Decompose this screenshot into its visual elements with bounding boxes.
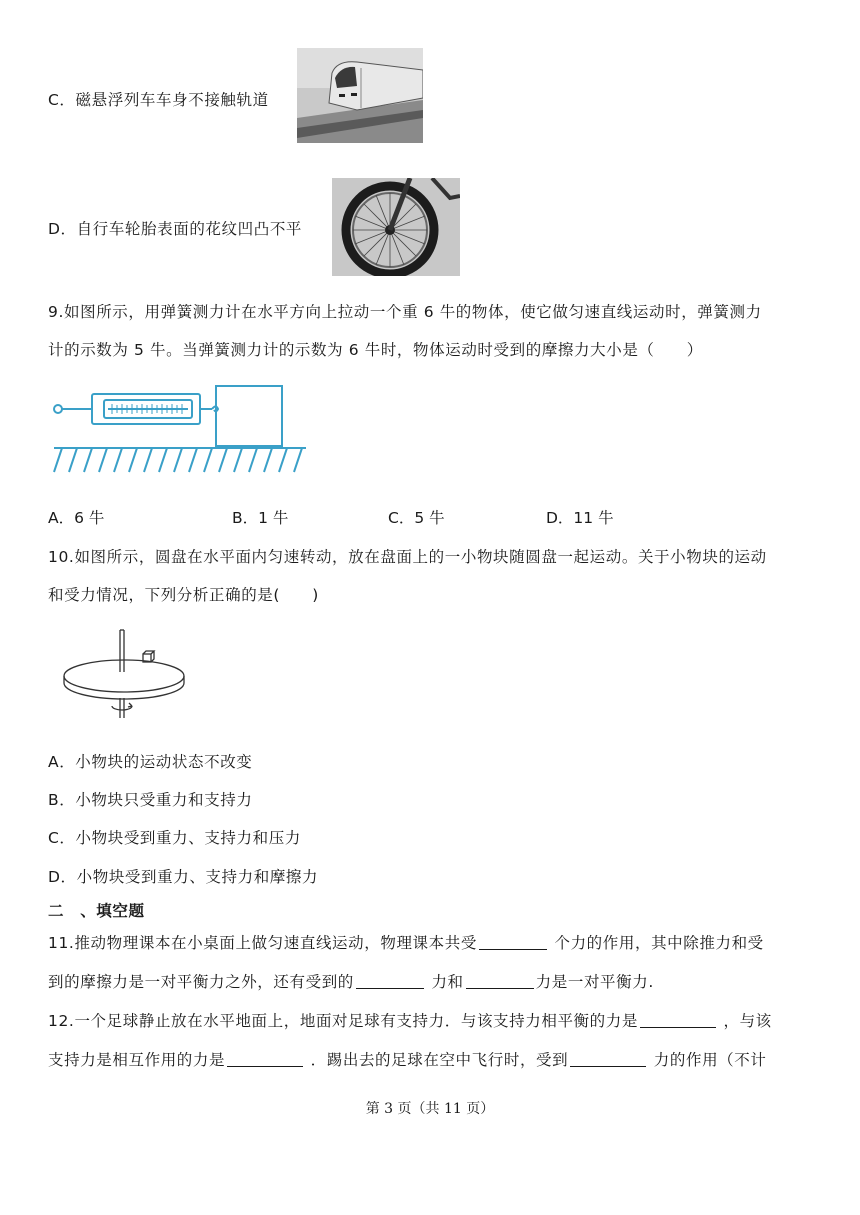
q10-option-b: B．小物块只受重力和支持力 (48, 791, 253, 809)
q10-option-c: C．小物块受到重力、支持力和压力 (48, 829, 301, 847)
rotating-disk-diagram (60, 626, 200, 722)
q9-option-b: B．1 牛 (232, 509, 289, 527)
q12-line1 (48, 1009, 772, 1031)
bicycle-wheel-image (332, 178, 460, 276)
q11-blank-2[interactable] (356, 973, 424, 990)
q10-stem-line2: 和受力情况，下列分析正确的是( ) (48, 586, 319, 604)
q12-line2 (48, 1048, 766, 1070)
q12-text-2: ，与该 (723, 1012, 772, 1030)
q9-stem-line2: 计的示数为 5 牛。当弹簧测力计的示数为 6 牛时，物体运动时受到的摩擦力大小是（ ） (48, 341, 703, 359)
q11-text-2: 个力的作用，其中除推力和受 (554, 934, 764, 952)
q12-blank-3[interactable] (570, 1051, 646, 1068)
q8-option-c: C．磁悬浮列车车身不接触轨道 (48, 91, 269, 109)
q11-text-4: 力和 (431, 973, 464, 991)
q9-option-a: A．6 牛 (48, 509, 105, 527)
q8-option-d: D．自行车轮胎表面的花纹凹凸不平 (48, 220, 303, 238)
maglev-train-image (297, 48, 423, 143)
q12-text-1: 12.一个足球静止放在水平地面上，地面对足球有支持力．与该支持力相平衡的力是 (48, 1012, 638, 1030)
q10-stem-line1: 10.如图所示，圆盘在水平面内匀速转动，放在盘面上的一小物块随圆盘一起运动。关于小物块的运动 (48, 548, 767, 566)
q12-text-4: ．踢出去的足球在空中飞行时，受到 (310, 1051, 569, 1069)
q9-option-c: C．5 牛 (388, 509, 445, 527)
q11-text-5: 力是一对平衡力. (535, 973, 654, 991)
q11-line1 (48, 931, 764, 953)
q11-text-3: 到的摩擦力是一对平衡力之外，还有受到的 (48, 973, 354, 991)
q12-blank-1[interactable] (640, 1012, 716, 1029)
spring-scale-diagram (48, 382, 310, 478)
q11-line2 (48, 970, 654, 992)
q11-blank-3[interactable] (466, 973, 534, 990)
q10-option-a: A．小物块的运动状态不改变 (48, 753, 253, 771)
q9-stem-line1: 9.如图所示，用弹簧测力计在水平方向上拉动一个重 6 牛的物体，使它做匀速直线运动时，弹簧测力 (48, 303, 762, 321)
q12-text-3: 支持力是相互作用的力是 (48, 1051, 226, 1069)
q11-text-1: 11.推动物理课本在小桌面上做匀速直线运动，物理课本共受 (48, 934, 477, 952)
q12-blank-2[interactable] (227, 1051, 303, 1068)
page-footer: 第 3 页（共 11 页） (365, 1101, 495, 1117)
q9-option-d: D．11 牛 (546, 509, 614, 527)
q12-text-5: 力的作用（不计 (653, 1051, 767, 1069)
q10-option-d: D．小物块受到重力、支持力和摩擦力 (48, 868, 319, 886)
section-title: 二 、填空题 (48, 902, 145, 920)
q11-blank-1[interactable] (479, 934, 547, 951)
